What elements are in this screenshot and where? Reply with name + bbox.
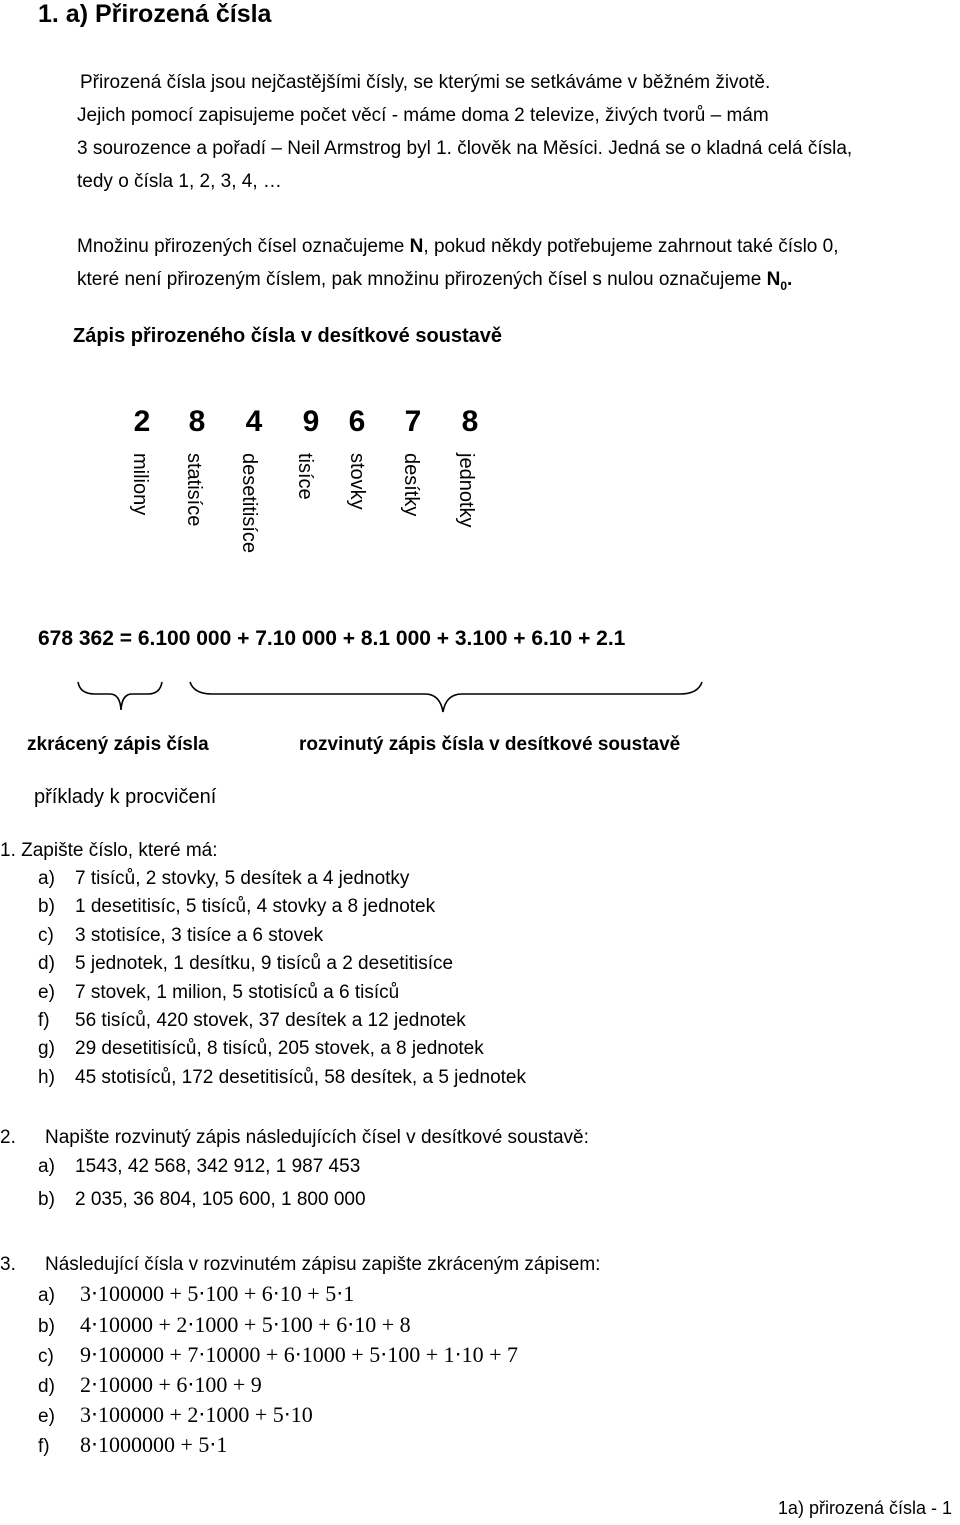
expanded-form-brace [190, 682, 702, 712]
set-symbol-n: N [409, 236, 424, 257]
list-item: 1 desetitisíc, 5 tisíců, 4 stovky a 8 jednotek [75, 896, 436, 917]
list-item-label: g) [38, 1038, 55, 1059]
intro-line-1: Přirozená čísla jsou nejčastějšími čísly, se kterými se setkáváme v běžném životě. [80, 72, 771, 93]
list-item-label: e) [38, 1406, 55, 1427]
set-text-line-1 [77, 232, 839, 262]
place-label: tisíce [294, 453, 316, 500]
list-item-label: b) [38, 896, 55, 917]
exercise-3-prompt: Následující čísla v rozvinutém zápisu zapište zkráceným zápisem: [45, 1254, 601, 1275]
expanded-equation: 678 362 = 6.100 000 + 7.10 000 + 8.1 000 + 3.100 + 6.10 + 2.1 [38, 627, 626, 650]
place-label: desítky [400, 453, 422, 517]
page-footer: 1a) přirozená čísla - 1 [777, 1498, 952, 1518]
list-item-label: h) [38, 1067, 55, 1088]
list-item-label: d) [38, 953, 55, 974]
place-digit: 8 [461, 405, 479, 438]
set-text-part: které není přirozeným číslem, pak množinu přirozených čísel s nulou označujeme [77, 269, 767, 290]
list-item: 1543, 42 568, 342 912, 1 987 453 [75, 1156, 361, 1177]
intro-line-2: Jejich pomocí zapisujeme počet věcí - máme doma 2 televize, živých tvorů – mám [77, 105, 769, 126]
decimal-title: Zápis přirozeného čísla v desítkové soustavě [73, 325, 503, 347]
list-item-label: b) [38, 1316, 55, 1337]
braces [0, 672, 960, 722]
place-label: desetitisíce [238, 453, 260, 554]
list-item-label: c) [38, 1346, 54, 1367]
list-item-label: f) [38, 1436, 50, 1457]
place-digit: 9 [302, 405, 320, 438]
list-item: 5 jednotek, 1 desítku, 9 tisíců a 2 desetitisíce [75, 953, 454, 974]
set-symbol-n0: N [766, 269, 781, 290]
examples-title: příklady k procvičení [34, 786, 217, 808]
list-item: 2 035, 36 804, 105 600, 1 800 000 [75, 1189, 366, 1210]
list-item: 29 desetitisíců, 8 tisíců, 205 stovek, a 8 jednotek [75, 1038, 484, 1059]
caption-expanded-form: rozvinutý zápis čísla v desítkové soustavě [299, 734, 681, 755]
place-label: jednotky [455, 453, 477, 528]
list-item-label: b) [38, 1189, 55, 1210]
math-expression: 2⋅10000 + 6⋅100 + 9 [80, 1372, 262, 1397]
list-item: 7 stovek, 1 milion, 5 stotisíců a 6 tisíců [75, 982, 400, 1003]
math-expression: 4⋅10000 + 2⋅1000 + 5⋅100 + 6⋅10 + 8 [80, 1312, 411, 1337]
list-item: 7 tisíců, 2 stovky, 5 desítek a 4 jednotky [75, 868, 410, 889]
list-item-label: f) [38, 1010, 50, 1031]
page-title: 1. a) Přirozená čísla [38, 0, 272, 28]
list-item-label: a) [38, 1156, 55, 1177]
list-item-label: c) [38, 925, 54, 946]
place-label: miliony [129, 453, 151, 516]
place-digit: 8 [188, 405, 206, 438]
math-expression: 8⋅1000000 + 5⋅1 [80, 1432, 228, 1457]
math-expression: 9⋅100000 + 7⋅10000 + 6⋅1000 + 5⋅100 + 1⋅10 + 7 [80, 1342, 519, 1367]
list-item-label: d) [38, 1376, 55, 1397]
list-item-label: a) [38, 868, 55, 889]
exercise-3-number: 3. [0, 1254, 16, 1275]
place-label: statisíce [183, 453, 205, 527]
intro-line-4: tedy o čísla 1, 2, 3, 4, … [77, 171, 282, 192]
exercise-2-number: 2. [0, 1127, 16, 1148]
set-text-part: , pokud někdy potřebujeme zahrnout také číslo 0, [423, 236, 839, 257]
list-item: 56 tisíců, 420 stovek, 37 desítek a 12 jednotek [75, 1010, 466, 1031]
list-item-label: a) [38, 1285, 55, 1306]
list-item-label: e) [38, 982, 55, 1003]
set-symbol-n0-subscript: 0 [780, 278, 788, 293]
place-digit: 7 [404, 405, 422, 438]
place-digit: 4 [245, 405, 263, 438]
caption-short-form: zkrácený zápis čísla [27, 734, 209, 755]
exercise-1-prompt: 1. Zapište číslo, které má: [0, 840, 218, 861]
set-text-line-2 [77, 265, 792, 301]
place-digit: 2 [133, 405, 151, 438]
list-item: 3 stotisíce, 3 tisíce a 6 stovek [75, 925, 324, 946]
intro-line-3: 3 sourozence a pořadí – Neil Armstrog byl 1. člověk na Měsíci. Jedná se o kladná celá čísla, [77, 138, 853, 159]
place-label: stovky [346, 453, 368, 510]
math-expression: 3⋅100000 + 5⋅100 + 6⋅10 + 5⋅1 [80, 1281, 355, 1306]
list-item: 45 stotisíců, 172 desetitisíců, 58 desítek, a 5 jednotek [75, 1067, 526, 1088]
exercise-2-prompt: Napište rozvinutý zápis následujících čísel v desítkové soustavě: [45, 1127, 589, 1148]
short-form-brace [78, 682, 162, 710]
set-text-part: . [787, 269, 793, 290]
place-digit: 6 [348, 405, 366, 438]
math-expression: 3⋅100000 + 2⋅1000 + 5⋅10 [80, 1402, 313, 1427]
set-text-part: Množinu přirozených čísel označujeme [77, 236, 410, 257]
